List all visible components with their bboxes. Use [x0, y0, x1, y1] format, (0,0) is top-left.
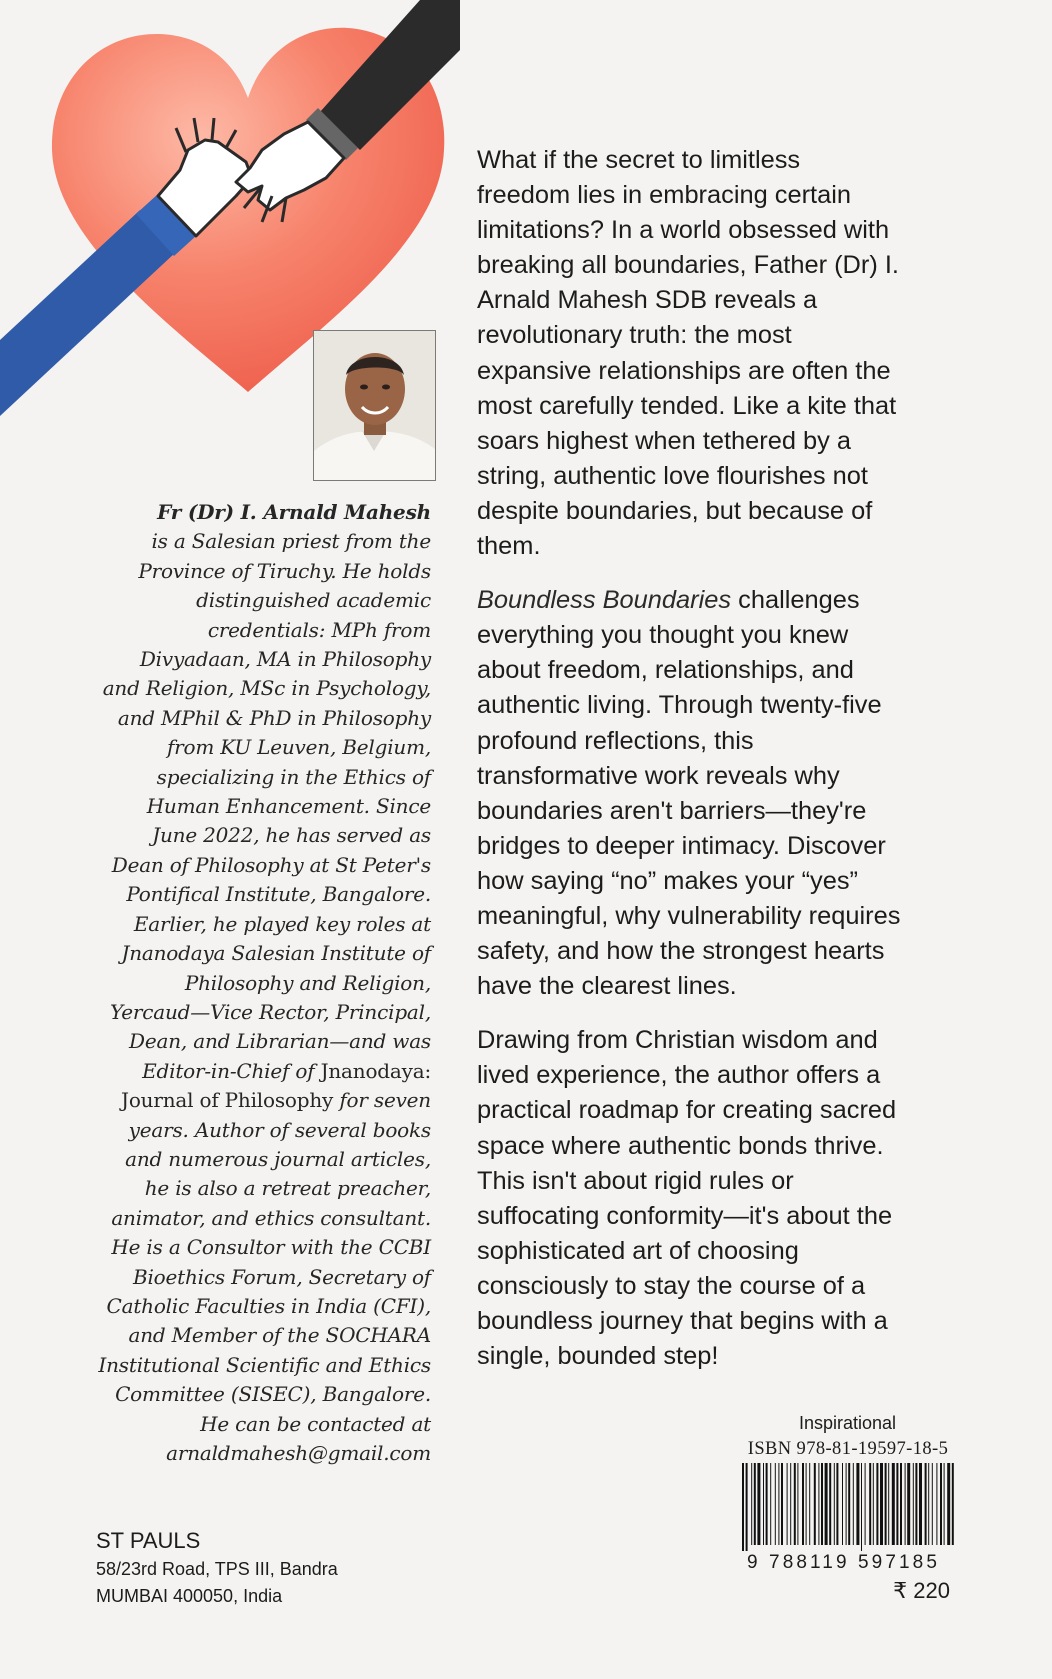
author-photo — [313, 330, 436, 481]
barcode-bar — [947, 1463, 950, 1545]
publisher-address-line-1: 58/23rd Road, TPS III, Bandra — [96, 1559, 338, 1579]
barcode-bar — [794, 1463, 796, 1545]
barcode-bar — [842, 1463, 843, 1545]
barcode-bar — [790, 1463, 791, 1545]
barcode-bar — [873, 1463, 874, 1545]
barcode-bar — [775, 1463, 776, 1545]
barcode-bar — [781, 1463, 783, 1545]
barcode-bar — [787, 1463, 788, 1545]
barcode-bar — [809, 1463, 810, 1545]
barcode-bar — [778, 1463, 779, 1545]
blurb-paragraph-3: Drawing from Christian wisdom and lived experience, the author offers a practical roadmap for creating sacred space where authentic bonds thrive. This isn't about rigid rules or suffocating conformity—it's about the sophisticated art of choosing consciously to stay the course of a boundless journey that begins with a single, bounded step! — [477, 1026, 897, 1371]
barcode-bar — [751, 1463, 752, 1545]
barcode-bar — [952, 1463, 954, 1545]
isbn-text: ISBN 978-81-19597-18-5 — [747, 1439, 949, 1459]
barcode-bar — [754, 1463, 756, 1545]
barcode-bar — [907, 1463, 910, 1545]
barcode-bar — [919, 1463, 922, 1545]
barcode-bar — [846, 1463, 847, 1545]
barcode-bar — [925, 1463, 927, 1545]
barcode-bar — [856, 1463, 859, 1545]
barcode-bar — [818, 1463, 819, 1545]
barcode-bar — [865, 1463, 866, 1545]
book-title: Boundless Boundaries — [477, 586, 732, 615]
barcode-bar — [880, 1463, 883, 1545]
barcode-bar — [928, 1463, 929, 1545]
barcode-bar — [905, 1463, 906, 1545]
barcode-bar — [915, 1463, 917, 1545]
barcode-number: 9 788119 597185 — [746, 1552, 941, 1573]
barcode-bar — [940, 1463, 942, 1545]
barcode-bar — [936, 1463, 937, 1545]
bio-journal-line: Journal of Philosophy for seven — [121, 1088, 431, 1113]
genre-label: Inspirational — [798, 1413, 897, 1433]
barcode — [740, 1463, 955, 1551]
barcode-bar — [802, 1463, 804, 1545]
blurb-paragraph-2: Boundless Boundaries challenges everything you thought you knew about freedom, relationships, and authentic living. Through twenty-five profound reflections, this transformative work reveals why boundaries aren't barriers—they're bridges to deeper intimacy. Discover how saying “no” makes your “yes” meaningful, why vulnerability requires safety, and how the strongest hearts have the clearest lines. — [477, 586, 901, 1001]
barcode-bar — [814, 1463, 816, 1545]
author-email: arnaldmahesh@gmail.com — [166, 1441, 431, 1465]
barcode-bar — [932, 1463, 933, 1545]
barcode-bar — [913, 1463, 914, 1545]
author-bio: Fr (Dr) I. Arnald Mahesh is a Salesian priest from the Province of Tiruchy. He holds distinguished academic credentials: MPh from Divyadaan, MA in Philosophy and Religion, MSc in Psychology, and MPhil & PhD in Philosophy from KU Leuven, Belgium, specializing in the Ethics of Human Enhancement. Since June 2022, he has served as Dean of Philosophy at St Peter's Pontifical Institute, Bangalore. Earlier, he played key roles at Jnanodaya Salesian Institute of Philosophy and Religion, Yercaud—Vice Rector, Principal, Dean, and Librarian—and was Editor-in-Chief of Jnanodaya: Journal of Philosophy for seven years. Author of several books and numerous journal articles, he is also a retreat preacher, animator, and ethics consultant. He is a Consultor with the CCBI Bioethics Forum, Secretary of Catholic Faculties in India (CFI), and Member of the SOCHARA Institutional Scientific and Ethics Committee (SISEC), Bangalore. He can be contacted at arnaldmahesh@gmail.com — [70, 498, 431, 1468]
price: ₹ 220 — [893, 1578, 950, 1603]
barcode-bar — [900, 1463, 902, 1545]
barcode-bar — [766, 1463, 768, 1545]
publisher-block — [96, 1526, 338, 1610]
barcode-bar — [876, 1463, 878, 1545]
barcode-bar — [896, 1463, 898, 1545]
barcode-bar — [944, 1463, 945, 1545]
barcode-bar — [892, 1463, 895, 1545]
book-blurb — [477, 143, 977, 1393]
barcode-bar — [834, 1463, 835, 1545]
barcode-bar — [836, 1463, 838, 1545]
bio-editor-line: Editor-in-Chief of Jnanodaya: — [142, 1058, 431, 1083]
barcode-bar — [742, 1463, 744, 1551]
barcode-bar — [825, 1463, 828, 1545]
barcode-bar — [861, 1463, 862, 1551]
journal-name: Jnanodaya: — [320, 1058, 431, 1083]
blurb-paragraph-1: What if the secret to limitless freedom lies in embracing certain limitations? In a world obsessed with breaking all boundaries, Father (Dr) I. Arnald Mahesh SDB reveals a revolutionary truth: the most expansive relationships are often the most carefully tended. Like a kite that soars highest when tethered by a string, authentic love flourishes not despite boundaries, but because of them. — [477, 146, 899, 561]
barcode-bar — [885, 1463, 887, 1545]
author-name: Fr (Dr) I. Arnald Mahesh — [157, 500, 431, 524]
barcode-bar — [746, 1463, 748, 1551]
barcode-bar — [797, 1463, 798, 1545]
barcode-bar — [770, 1463, 771, 1545]
barcode-bar — [806, 1463, 807, 1545]
barcode-bar — [757, 1463, 760, 1545]
journal-title: Journal of Philosophy — [121, 1088, 334, 1113]
barcode-bar — [869, 1463, 871, 1545]
publisher-address-line-2: MUMBAI 400050, India — [96, 1586, 283, 1606]
barcode-bar — [763, 1463, 764, 1545]
barcode-bar — [853, 1463, 854, 1545]
publisher-name: ST PAULS — [96, 1528, 201, 1553]
barcode-bar — [829, 1463, 831, 1545]
barcode-bar — [888, 1463, 889, 1545]
barcode-bar — [848, 1463, 850, 1545]
blue-sleeve — [0, 210, 176, 416]
barcode-bar — [821, 1463, 823, 1545]
